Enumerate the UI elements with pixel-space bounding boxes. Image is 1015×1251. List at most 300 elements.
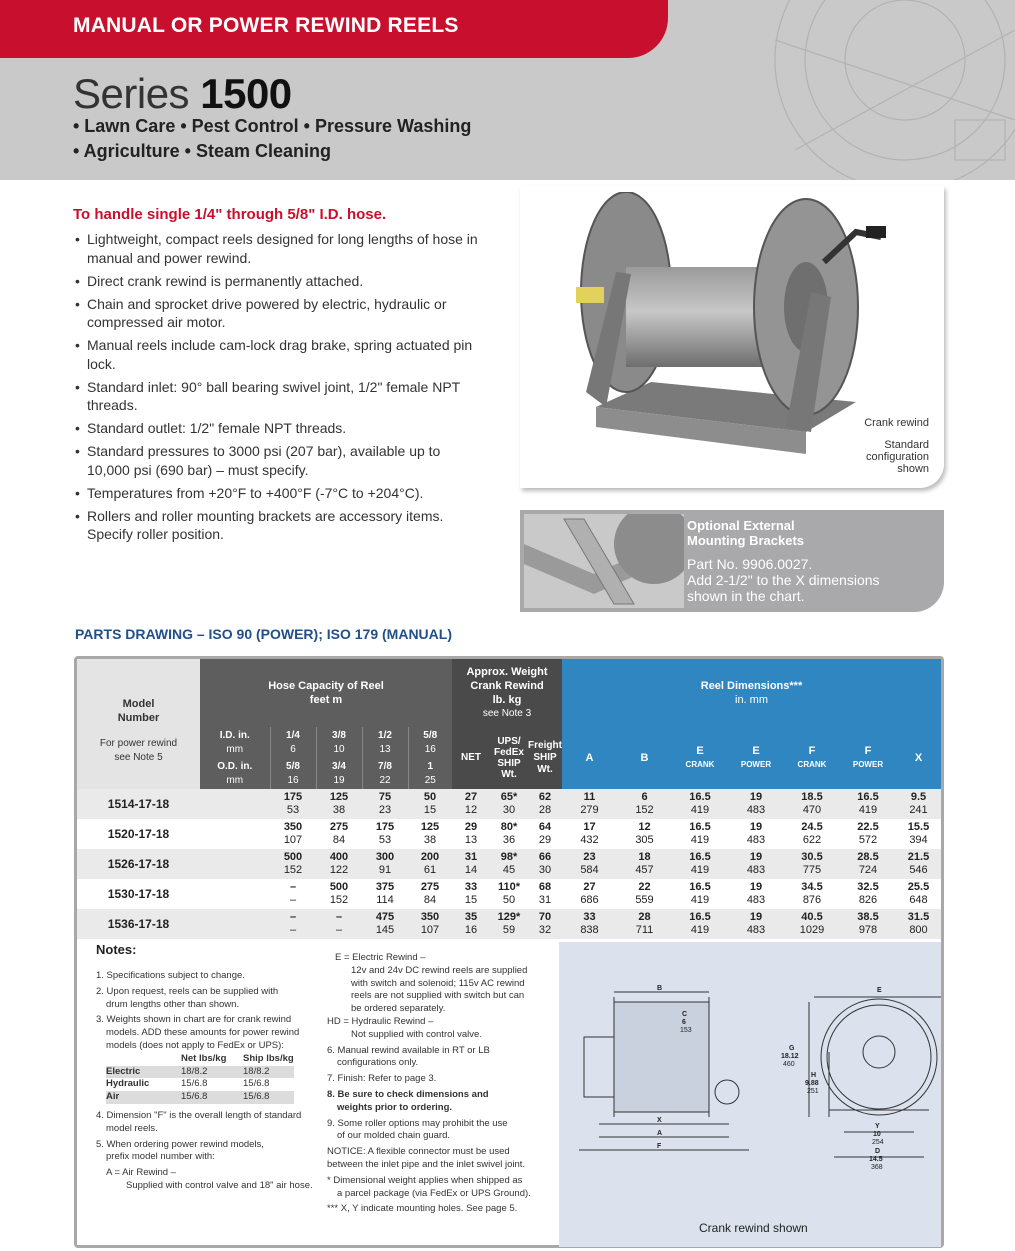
row-spacer	[200, 789, 270, 819]
dim-col-sub: CRANK	[797, 760, 827, 769]
cell-metric: 648	[909, 894, 928, 906]
id-mm-value: 6	[290, 743, 296, 755]
cell-imperial: 19	[749, 821, 763, 833]
table-cell	[896, 909, 941, 939]
weight-title-2: Crank Rewind	[470, 680, 544, 692]
cell-metric: 432	[580, 834, 599, 846]
cell-imperial: 65*	[500, 791, 518, 803]
note-6: 6. Manual rewind available in RT or LB	[327, 1044, 490, 1056]
cell-metric: 826	[858, 894, 878, 906]
note-8-cont: weights prior to ordering.	[337, 1101, 453, 1113]
table-cell	[270, 879, 316, 909]
note-3-cont: models (does not apply to FedEx or UPS):	[106, 1039, 284, 1051]
note-5-electric-desc: reels are not supplied with switch but can	[351, 990, 525, 1002]
od-value: 7/8	[378, 760, 392, 772]
cell-metric: 61	[423, 864, 437, 876]
cell-imperial: 15.5	[907, 821, 930, 833]
table-cell	[316, 789, 362, 819]
cell-metric: 584	[580, 864, 599, 876]
cell-imperial: 28.5	[857, 851, 879, 863]
dim-col-label: F	[864, 745, 872, 757]
ups-header-3: SHIP	[497, 758, 521, 769]
cell-imperial: 300	[375, 851, 395, 863]
cell-imperial: –	[289, 881, 297, 893]
table-cell	[672, 789, 728, 819]
table-cell	[490, 849, 528, 879]
notes-title: Notes:	[96, 942, 137, 957]
cell-imperial: 11	[583, 791, 596, 803]
dim-col-e-power	[728, 727, 784, 789]
weight-header	[452, 659, 562, 727]
id-value: 1/2	[378, 729, 392, 741]
table-cell	[562, 849, 617, 879]
table-cell	[490, 819, 528, 849]
od-value: 5/8	[286, 760, 300, 772]
cell-metric: 419	[690, 834, 710, 846]
table-cell	[617, 909, 672, 939]
feature-item: • Rollers and roller mounting brackets are accessory items. Specify roller position.	[73, 507, 483, 544]
feature-item: • Chain and sprocket drive powered by electric, hydraulic or compressed air motor.	[73, 295, 483, 332]
cell-imperial: 16.5	[857, 791, 879, 803]
od-mm-value: 19	[333, 774, 345, 786]
row-spacer	[200, 849, 270, 879]
note-4-cont: model reels.	[106, 1122, 158, 1134]
cell-imperial: 66	[538, 851, 552, 863]
cell-imperial: 175	[375, 821, 395, 833]
cell-imperial: 29	[464, 821, 478, 833]
cell-metric: 800	[909, 924, 928, 936]
cell-metric: 686	[580, 894, 599, 906]
cell-imperial: 38.5	[857, 911, 879, 923]
cell-imperial: 175	[283, 791, 303, 803]
table-cell	[408, 819, 452, 849]
note-3: 3. Weights shown in chart are for crank rewind	[96, 1014, 292, 1026]
table-cell	[270, 789, 316, 819]
reel-line-drawing	[559, 942, 941, 1212]
od-mm-value: 25	[424, 774, 436, 786]
cell-metric: 91	[378, 864, 392, 876]
table-cell	[362, 849, 408, 879]
reel-sketch-watermark	[655, 0, 1015, 180]
cell-imperial: 129*	[497, 911, 521, 923]
cell-metric: –	[335, 924, 343, 936]
net-header: NET	[452, 727, 490, 789]
cell-imperial: 500	[329, 881, 349, 893]
weight-units: lb. kg	[492, 694, 522, 706]
brackets-title	[687, 518, 804, 548]
id-label: I.D. in.	[219, 729, 250, 741]
table-cell	[840, 789, 896, 819]
cell-metric: 31	[538, 894, 552, 906]
note-5-air: A = Air Rewind –	[106, 1167, 176, 1179]
dim-y-in: 10	[873, 1131, 881, 1138]
cell-imperial: 19	[749, 791, 763, 803]
dim-col-f-power	[840, 727, 896, 789]
note-5-electric-desc: 12v and 24v DC rewind reels are supplied	[351, 964, 528, 976]
cell-metric: 775	[802, 864, 822, 876]
dim-col-label: X	[914, 752, 923, 764]
table-row	[77, 879, 941, 909]
table-cell	[784, 909, 840, 939]
ups-header-1: UPS/	[497, 736, 521, 747]
cell-metric: 30	[538, 864, 552, 876]
table-cell	[672, 909, 728, 939]
cell-metric: 483	[746, 834, 766, 846]
cell-imperial: 19	[749, 851, 763, 863]
row-spacer	[200, 819, 270, 849]
row-spacer	[200, 879, 270, 909]
table-cell	[528, 879, 562, 909]
table-cell	[728, 819, 784, 849]
cell-imperial: 16.5	[689, 851, 711, 863]
dim-col-sub: POWER	[740, 760, 772, 769]
cell-imperial: 16.5	[689, 881, 711, 893]
dim-d-in: 14.5	[869, 1156, 883, 1163]
dim-col-b	[617, 727, 672, 789]
brackets-title-1: Optional External	[687, 518, 795, 533]
id-mm-value: 13	[379, 743, 391, 755]
cell-imperial: 21.5	[907, 851, 930, 863]
cell-imperial: –	[289, 911, 297, 923]
cell-metric: 152	[283, 864, 303, 876]
cell-imperial: 125	[420, 821, 440, 833]
cell-metric: 1029	[799, 924, 825, 936]
cell-imperial: 30.5	[801, 851, 823, 863]
applications-line-1: • Lawn Care • Pest Control • Pressure Washing	[73, 116, 472, 136]
cell-metric: –	[289, 894, 297, 906]
model-number: 1536-17-18	[107, 917, 170, 931]
table-cell	[672, 879, 728, 909]
dim-label-g: G	[789, 1045, 795, 1052]
cell-imperial: 80*	[500, 821, 518, 833]
table-cell	[784, 789, 840, 819]
dim-d-mm: 368	[871, 1164, 883, 1171]
cell-metric: 572	[858, 834, 878, 846]
note-triple-asterisk: *** X, Y indicate mounting holes. See page 5.	[327, 1203, 518, 1215]
cell-imperial: 350	[283, 821, 303, 833]
cell-imperial: 24.5	[801, 821, 823, 833]
spec-panel	[74, 656, 944, 1248]
note-asterisk: * Dimensional weight applies when shipped as	[327, 1174, 523, 1186]
cell-metric: 30	[502, 804, 516, 816]
table-cell	[408, 849, 452, 879]
table-cell	[452, 879, 490, 909]
note-5: 5. When ordering power rewind models,	[96, 1138, 264, 1150]
id-mm-label: mm	[226, 743, 244, 755]
cell-metric: 84	[332, 834, 346, 846]
model-number: 1526-17-18	[107, 857, 170, 871]
note-9: 9. Some roller options may prohibit the use	[327, 1117, 508, 1129]
cell-metric: 419	[690, 864, 710, 876]
feature-item: • Standard inlet: 90° ball bearing swivel joint, 1/2" female NPT threads.	[73, 378, 483, 415]
cell-metric: 483	[746, 924, 766, 936]
model-number: 1530-17-18	[107, 887, 170, 901]
cell-imperial: 64	[538, 821, 552, 833]
cell-metric: 483	[746, 804, 766, 816]
hose-range-heading: To handle single 1/4" through 5/8" I.D. hose.	[73, 206, 387, 223]
table-cell	[362, 909, 408, 939]
cell-metric: 419	[858, 804, 878, 816]
brackets-part-no: Part No. 9906.0027.	[687, 556, 813, 572]
cell-metric: 53	[286, 804, 300, 816]
brackets-title-2: Mounting Brackets	[687, 533, 805, 548]
id-mm-value: 16	[424, 743, 436, 755]
power-weight-table	[106, 1053, 294, 1104]
cell-metric: 394	[909, 834, 928, 846]
reel-photo-panel	[520, 186, 944, 488]
cell-imperial: 18.5	[801, 791, 823, 803]
cell-imperial: 500	[283, 851, 303, 863]
bracket-photo	[524, 514, 684, 608]
note-2: 2. Upon request, reels can be supplied with	[96, 985, 279, 997]
note-5-cont: prefix model number with:	[106, 1151, 215, 1163]
cell-imperial: 25.5	[907, 881, 930, 893]
dimensions-units: in. mm	[735, 694, 768, 706]
weight-note: see Note 3	[482, 708, 532, 719]
cell-imperial: 125	[329, 791, 349, 803]
series-word: Series	[73, 70, 190, 117]
cell-imperial: 68	[538, 881, 552, 893]
cell-imperial: 16.5	[689, 791, 711, 803]
table-cell	[490, 879, 528, 909]
table-cell	[728, 879, 784, 909]
table-cell	[408, 879, 452, 909]
cell-imperial: 22.5	[857, 821, 879, 833]
od-mm-label: mm	[226, 774, 244, 786]
cell-imperial: 18	[638, 851, 651, 863]
cell-imperial: 35	[464, 911, 478, 923]
banner	[0, 0, 668, 58]
cell-imperial: 70	[538, 911, 552, 923]
cell-imperial: 75	[378, 791, 392, 803]
dim-label-x: X	[657, 1117, 662, 1124]
cell-metric: 152	[329, 894, 349, 906]
cell-imperial: 350	[420, 911, 440, 923]
cell-imperial: 34.5	[801, 881, 823, 893]
cell-imperial: 12	[638, 821, 651, 833]
dim-y-mm: 254	[872, 1139, 884, 1146]
cell-metric: 419	[690, 804, 710, 816]
dim-col-a	[562, 727, 617, 789]
photo-caption-3: configuration	[866, 451, 929, 463]
cell-imperial: 275	[420, 881, 440, 893]
cell-imperial: 62	[538, 791, 552, 803]
cell-metric: 38	[423, 834, 437, 846]
table-cell	[896, 789, 941, 819]
dim-col-sub: CRANK	[685, 760, 715, 769]
cell-metric: 14	[464, 864, 478, 876]
note-5-electric-desc: be ordered separately.	[351, 1003, 446, 1015]
note-1: 1. Specifications subject to change.	[96, 970, 245, 981]
cell-imperial: 33	[464, 881, 478, 893]
cell-imperial: 6	[641, 791, 648, 803]
feature-item: • Standard pressures to 3000 psi (207 bar), available up to 10,000 psi (690 bar) – must specify.	[73, 442, 483, 479]
cell-imperial: 98*	[500, 851, 518, 863]
cell-metric: 419	[690, 894, 710, 906]
ups-header-2: FedEx	[493, 747, 524, 758]
mounting-brackets-panel	[520, 510, 944, 612]
cell-imperial: 375	[375, 881, 395, 893]
od-mm-value: 22	[379, 774, 391, 786]
table-row	[77, 849, 941, 879]
table-cell	[672, 819, 728, 849]
od-label: O.D. in.	[217, 760, 253, 772]
note-7: 7. Finish: Refer to page 3.	[327, 1073, 437, 1085]
motor-type: Hydraulic	[106, 1078, 150, 1090]
note-6-cont: configurations only.	[337, 1057, 419, 1069]
id-header-row	[77, 727, 941, 758]
header-band	[0, 0, 1015, 180]
cell-metric: 483	[746, 864, 766, 876]
brackets-desc-2: shown in the chart.	[687, 588, 805, 604]
cell-imperial: 16.5	[689, 911, 711, 923]
cell-metric: 23	[378, 804, 392, 816]
table-cell	[362, 789, 408, 819]
dim-h-mm: 251	[807, 1088, 819, 1095]
cell-imperial: 400	[329, 851, 349, 863]
table-cell	[728, 789, 784, 819]
model-number: 1520-17-18	[107, 827, 170, 841]
dim-label-b: B	[657, 985, 663, 992]
cell-metric: 53	[378, 834, 392, 846]
cell-imperial: 28	[638, 911, 651, 923]
table-cell	[562, 909, 617, 939]
cell-metric: 28	[538, 804, 552, 816]
feature-item: • Temperatures from +20°F to +400°F (-7°C to +204°C).	[73, 484, 483, 503]
table-cell	[617, 819, 672, 849]
table-cell	[270, 909, 316, 939]
note-4: 4. Dimension "F" is the overall length of standard	[96, 1109, 302, 1121]
model-number: 1514-17-18	[107, 797, 170, 811]
cell-metric: 107	[283, 834, 303, 846]
dimensions-title: Reel Dimensions***	[700, 680, 803, 692]
cell-metric: –	[289, 924, 297, 936]
cell-metric: 36	[502, 834, 516, 846]
od-value: 3/4	[332, 760, 346, 772]
freight-header-1: Freight	[528, 740, 562, 751]
table-cell	[617, 879, 672, 909]
note-asterisk-cont: a parcel package (via FedEx or UPS Ground).	[337, 1187, 531, 1199]
cell-metric: 559	[635, 894, 654, 906]
notice: NOTICE: A flexible connector must be used	[327, 1146, 510, 1158]
notes-col-left	[96, 970, 326, 1193]
table-cell	[896, 819, 941, 849]
note-3-cont: models. ADD these amounts for power rewind	[106, 1027, 300, 1039]
id-value: 3/8	[332, 729, 346, 741]
table-row	[77, 789, 941, 819]
cell-metric: 241	[909, 804, 928, 816]
cell-imperial: 50	[423, 791, 437, 803]
parts-drawing-heading: PARTS DRAWING – ISO 90 (POWER); ISO 179 (MANUAL)	[75, 626, 452, 642]
note-5-hydraulic-desc: Not supplied with control valve.	[351, 1028, 482, 1040]
table-cell	[784, 849, 840, 879]
id-mm-value: 10	[333, 743, 345, 755]
table-cell	[316, 879, 362, 909]
series-title	[73, 70, 292, 118]
hose-capacity-title: Hose Capacity of Reel	[268, 680, 384, 692]
cell-metric: 107	[420, 924, 440, 936]
ship-weight: 15/6.8	[243, 1091, 270, 1103]
cell-metric: 457	[635, 864, 654, 876]
cell-metric: 470	[802, 804, 822, 816]
dimensions-header	[562, 659, 941, 727]
table-cell	[672, 849, 728, 879]
cell-imperial: 110*	[497, 881, 521, 893]
note-9-cont: of our molded chain guard.	[337, 1130, 451, 1142]
cell-metric: 483	[746, 894, 766, 906]
table-cell	[840, 879, 896, 909]
dim-col-sub: POWER	[852, 760, 884, 769]
table-cell	[617, 789, 672, 819]
note-5-electric-desc: with switch and solenoid; 115v AC rewind	[351, 977, 525, 989]
freight-header-3: Wt.	[537, 764, 553, 775]
cell-metric: 59	[502, 924, 516, 936]
cell-metric: 724	[858, 864, 878, 876]
feature-item: • Manual reels include cam-lock drag brake, spring actuated pin lock.	[73, 336, 483, 373]
net-weight: 18/8.2	[181, 1065, 208, 1077]
dimension-drawing	[559, 942, 941, 1247]
photo-caption-2: Standard	[884, 439, 929, 451]
cell-imperial: 200	[420, 851, 440, 863]
table-cell	[362, 819, 408, 849]
od-value: 1	[427, 760, 434, 772]
note-8: 8. Be sure to check dimensions and	[327, 1088, 489, 1100]
row-spacer	[200, 909, 270, 939]
table-cell	[452, 789, 490, 819]
notice-cont: between the inlet pipe and the inlet swivel joint.	[327, 1158, 526, 1170]
notes-section	[87, 942, 531, 1242]
table-cell	[562, 789, 617, 819]
table-cell	[784, 879, 840, 909]
model-header-3: For power rewind	[99, 738, 178, 749]
ups-header-4: Wt.	[501, 769, 517, 780]
cell-imperial: 23	[583, 851, 596, 863]
dim-h-in: 9.88	[805, 1080, 819, 1087]
table-cell	[270, 819, 316, 849]
od-mm-value: 16	[287, 774, 299, 786]
table-cell	[528, 789, 562, 819]
cell-metric: 546	[909, 864, 928, 876]
dim-g-mm: 460	[783, 1061, 795, 1068]
cell-metric: 13	[464, 834, 478, 846]
cell-imperial: 22	[638, 881, 651, 893]
dim-g-in: 18.12	[781, 1053, 799, 1060]
feature-item: • Direct crank rewind is permanently attached.	[73, 272, 483, 291]
hose-capacity-header	[200, 659, 452, 727]
cell-imperial: 9.5	[910, 791, 927, 803]
net-weight: 15/6.8	[181, 1091, 208, 1103]
table-cell	[528, 909, 562, 939]
cell-imperial: 27	[464, 791, 478, 803]
photo-caption-1: Crank rewind	[864, 417, 929, 429]
note-5-air-desc: Supplied with control valve and 18" air hose.	[126, 1179, 313, 1191]
table-cell	[490, 909, 528, 939]
dim-col-label: E	[696, 745, 704, 757]
brackets-desc-1: Add 2-1/2" to the X dimensions	[687, 572, 880, 588]
cell-imperial: 19	[749, 881, 763, 893]
spec-table	[77, 659, 941, 939]
dim-col-label: A	[585, 752, 594, 764]
motor-type: Air	[106, 1091, 120, 1103]
note-5-hydraulic: HD = Hydraulic Rewind –	[327, 1015, 434, 1027]
table-cell	[408, 909, 452, 939]
dim-col-label: F	[808, 745, 816, 757]
id-value: 1/4	[286, 729, 300, 741]
dim-col-f-crank	[784, 727, 840, 789]
cell-metric: 114	[376, 894, 394, 906]
cell-imperial: 475	[375, 911, 395, 923]
cell-imperial: 16.5	[689, 821, 711, 833]
